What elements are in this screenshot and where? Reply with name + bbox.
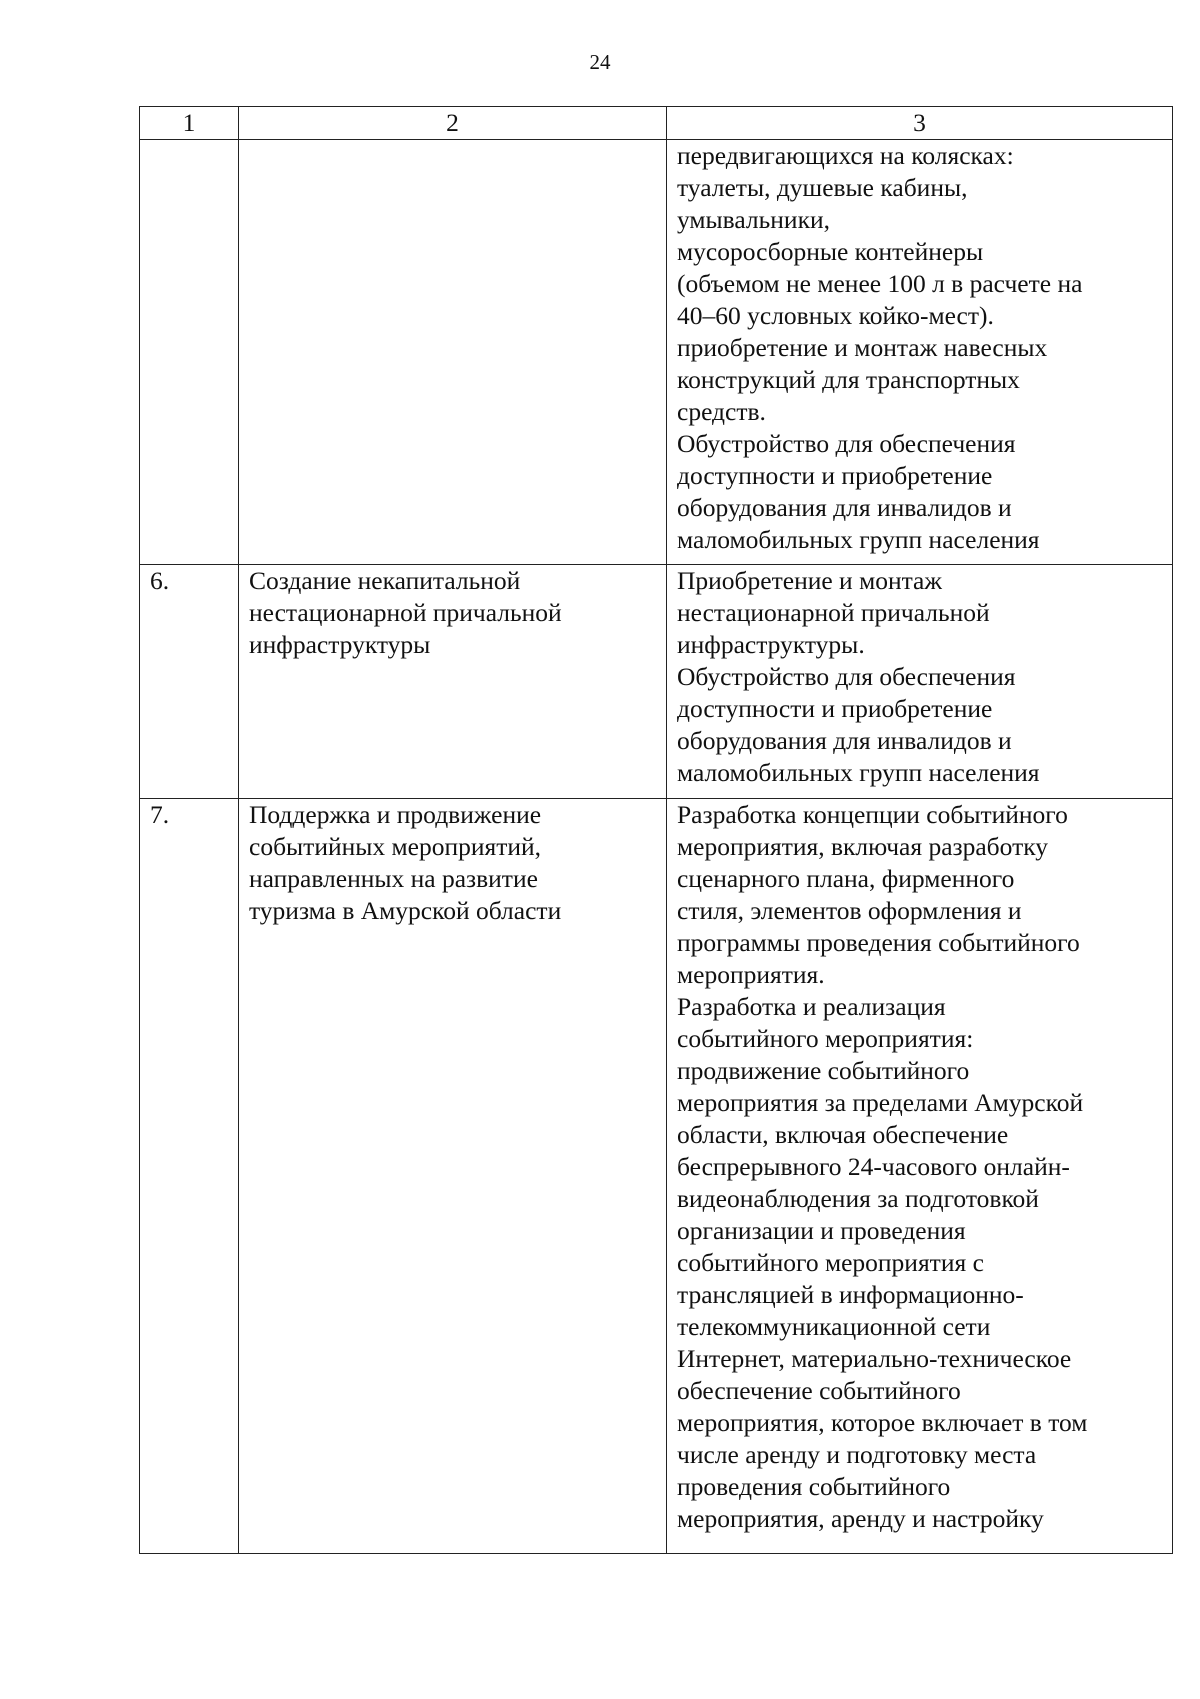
- description-line: мероприятия.: [677, 960, 825, 989]
- description-line: (объемом не менее 100 л в расчете на: [677, 269, 1083, 298]
- description-line: конструкций для транспортных: [677, 365, 1020, 394]
- description-line: нестационарной причальной: [677, 598, 990, 627]
- description-line: Разработка концепции событийного: [677, 800, 1068, 829]
- description-line: трансляцией в информационно-: [677, 1280, 1024, 1309]
- row-description: [667, 565, 1173, 799]
- measure-name-line: туризма в Амурской области: [249, 896, 562, 925]
- description-line: продвижение событийного: [677, 1056, 970, 1085]
- description-line: оборудования для инвалидов и: [677, 493, 1012, 522]
- header-cell-2: 2: [239, 107, 667, 140]
- header-cell-3: 3: [667, 107, 1173, 140]
- measure-name-line: нестационарной причальной: [249, 598, 562, 627]
- description-line: проведения событийного: [677, 1472, 951, 1501]
- measure-name-line: Поддержка и продвижение: [249, 800, 542, 829]
- description-line: приобретение и монтаж навесных: [677, 333, 1048, 362]
- measure-name-line: инфраструктуры: [249, 630, 431, 659]
- description-line: инфраструктуры.: [677, 630, 865, 659]
- description-line: оборудования для инвалидов и: [677, 726, 1012, 755]
- table-header-row: [140, 107, 1173, 140]
- description-line: стиля, элементов оформления и: [677, 896, 1022, 925]
- description-line: программы проведения событийного: [677, 928, 1080, 957]
- description-line: обеспечение событийного: [677, 1376, 961, 1405]
- page-number: 24: [589, 50, 611, 74]
- description-line: видеонаблюдения за подготовкой: [677, 1184, 1039, 1213]
- measure-name-line: Создание некапитальной: [249, 566, 521, 595]
- row-number: [140, 140, 239, 565]
- description-line: Разработка и реализация: [677, 992, 946, 1021]
- row-description: [667, 140, 1173, 565]
- description-line: организации и проведения: [677, 1216, 966, 1245]
- description-line: событийного мероприятия с: [677, 1248, 984, 1277]
- description-line: мероприятия за пределами Амурской: [677, 1088, 1084, 1117]
- measure-name-line: направленных на развитие: [249, 864, 538, 893]
- table-row: [140, 565, 1173, 799]
- row-description: [667, 799, 1173, 1554]
- description-line: области, включая обеспечение: [677, 1120, 1009, 1149]
- description-line: доступности и приобретение: [677, 461, 993, 490]
- description-line: сценарного плана, фирменного: [677, 864, 1015, 893]
- description-line: Интернет, материально-техническое: [677, 1344, 1072, 1373]
- description-line: числе аренду и подготовку места: [677, 1440, 1037, 1469]
- description-line: мероприятия, которое включает в том: [677, 1408, 1088, 1437]
- description-line: маломобильных групп населения: [677, 525, 1040, 554]
- row-measure-name: [239, 799, 667, 1554]
- description-line: туалеты, душевые кабины,: [677, 173, 968, 202]
- description-line: мероприятия, включая разработку: [677, 832, 1048, 861]
- description-line: 40–60 условных койко-мест).: [677, 301, 994, 330]
- table-row: [140, 799, 1173, 1554]
- row-measure-name: [239, 140, 667, 565]
- header-cell-1: 1: [140, 107, 239, 140]
- description-line: Обустройство для обеспечения: [677, 662, 1016, 691]
- description-line: мероприятия, аренду и настройку: [677, 1504, 1044, 1533]
- description-line: средств.: [677, 397, 766, 426]
- measures-table: [139, 106, 1173, 1554]
- row-measure-name: [239, 565, 667, 799]
- table-row-continuation: [140, 140, 1173, 565]
- row-number: 7.: [140, 799, 239, 1554]
- description-line: беспрерывного 24-часового онлайн-: [677, 1152, 1070, 1181]
- row-number: 6.: [140, 565, 239, 799]
- description-line: умывальники,: [677, 205, 830, 234]
- measure-name-line: событийных мероприятий,: [249, 832, 542, 861]
- description-line: Обустройство для обеспечения: [677, 429, 1016, 458]
- description-line: маломобильных групп населения: [677, 758, 1040, 787]
- description-line: Приобретение и монтаж: [677, 566, 942, 595]
- description-line: телекоммуникационной сети: [677, 1312, 991, 1341]
- description-line: мусоросборные контейнеры: [677, 237, 984, 266]
- description-line: передвигающихся на колясках:: [677, 141, 1014, 170]
- description-line: событийного мероприятия:: [677, 1024, 974, 1053]
- description-line: доступности и приобретение: [677, 694, 993, 723]
